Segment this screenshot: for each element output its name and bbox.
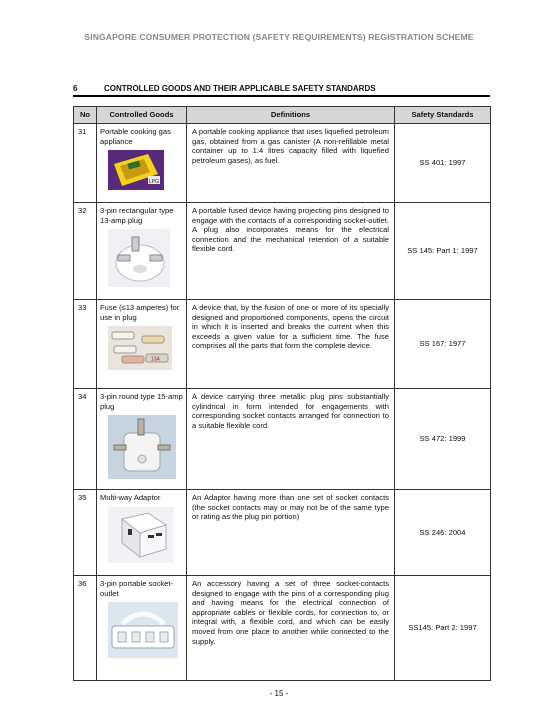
goods-name: Portable cooking gas appliance	[100, 127, 171, 146]
page-number: - 15 -	[269, 689, 289, 698]
definition-cell: A portable fused device having projecting pins designed to engage with the contacts of a corresponding socket-outlet. A plug also incorporates means for the electrical connection and the mechanical retention of a suitable flexible cord.	[187, 203, 395, 300]
row-number: 36	[74, 576, 97, 681]
safety-standard-cell: SS 401: 1997	[395, 124, 491, 203]
table-row	[74, 490, 491, 576]
table-row	[74, 203, 491, 300]
15-amp-round-plug-photo	[108, 415, 176, 479]
goods-name: 3-pin portable socket-outlet	[100, 579, 174, 598]
fuse-rating-label: 13A	[151, 356, 160, 363]
table-row	[74, 576, 491, 681]
safety-standard-cell: SS 167: 1977	[395, 300, 491, 389]
definition-cell: A device carrying three metallic plug pins substantially cylindrical in form intended for engagements with corresponding socket contacts arranged for connection to a suitable flexible cord.	[187, 389, 395, 490]
definition-cell: A portable cooking appliance that uses liquefied petroleum gas, obtained from a gas canister (A non-refillable metal container up to 1.4 litres capacity filled with liquefied petroleum gases), as fuel.	[187, 124, 395, 203]
section-title: CONTROLLED GOODS AND THEIR APPLICABLE SAFETY STANDARDS	[104, 84, 376, 93]
svg-text:LPG: LPG	[149, 179, 160, 186]
goods-name: Fuse (≤13 amperes) for use in plug	[100, 303, 180, 322]
section-number: 6	[73, 84, 78, 93]
goods-cell	[97, 576, 187, 681]
goods-cell	[97, 389, 187, 490]
table-row	[74, 300, 491, 389]
row-number: 31	[74, 124, 97, 203]
section-heading	[73, 84, 490, 97]
document-header: SINGAPORE CONSUMER PROTECTION (SAFETY REQUIREMENTS) REGISTRATION SCHEME	[84, 32, 474, 42]
header-safety-standards: Safety Standards	[395, 107, 491, 124]
safety-standard-cell: SS145: Part 2: 1997	[395, 576, 491, 681]
multi-way-adaptor-photo	[108, 507, 174, 563]
goods-cell	[97, 300, 187, 389]
header-no: No	[74, 107, 97, 124]
row-number: 34	[74, 389, 97, 490]
safety-standard-cell: SS 472: 1999	[395, 389, 491, 490]
13-amp-plug-photo	[108, 229, 170, 287]
row-number: 32	[74, 203, 97, 300]
controlled-goods-table	[73, 106, 491, 681]
plug-fuses-photo	[108, 326, 172, 370]
row-number: 35	[74, 490, 97, 576]
table-header-row	[74, 107, 491, 124]
portable-socket-outlet-photo	[108, 602, 178, 658]
safety-standard-cell: SS 246: 2004	[395, 490, 491, 576]
portable-gas-stove-photo	[108, 150, 164, 190]
table-row	[74, 389, 491, 490]
definition-cell: An accessory having a set of three socket-contacts designed to engage with the pins of a corresponding plug and having means for the electrical connection of appropriate cables or flexible cords, for connection to, or integral with, a flexible cord, and which can be easily moved from one place to another while connected to the supply.	[187, 576, 395, 681]
definition-cell: An Adaptor having more than one set of socket contacts (the socket contacts may or may not be of the same type or rating as the plug pin portion)	[187, 490, 395, 576]
goods-cell	[97, 203, 187, 300]
definition-cell: A device that, by the fusion of one or more of its specially designed and proportioned components, opens the circuit in which it is inserted and breaks the current when this exceeds a given value for a sufficient time. The fuse comprises all the parts that form the complete device.	[187, 300, 395, 389]
goods-name: 3-pin rectangular type 13-amp plug	[100, 206, 174, 225]
goods-name: 3-pin round type 15-amp plug	[100, 392, 183, 411]
row-number: 33	[74, 300, 97, 389]
goods-cell	[97, 490, 187, 576]
safety-standard-cell: SS 145: Part 1: 1997	[395, 203, 491, 300]
header-controlled-goods: Controlled Goods	[97, 107, 187, 124]
table-row	[74, 124, 491, 203]
goods-name: Multi-way Adaptor	[100, 493, 161, 502]
goods-cell	[97, 124, 187, 203]
header-definitions: Definitions	[187, 107, 395, 124]
